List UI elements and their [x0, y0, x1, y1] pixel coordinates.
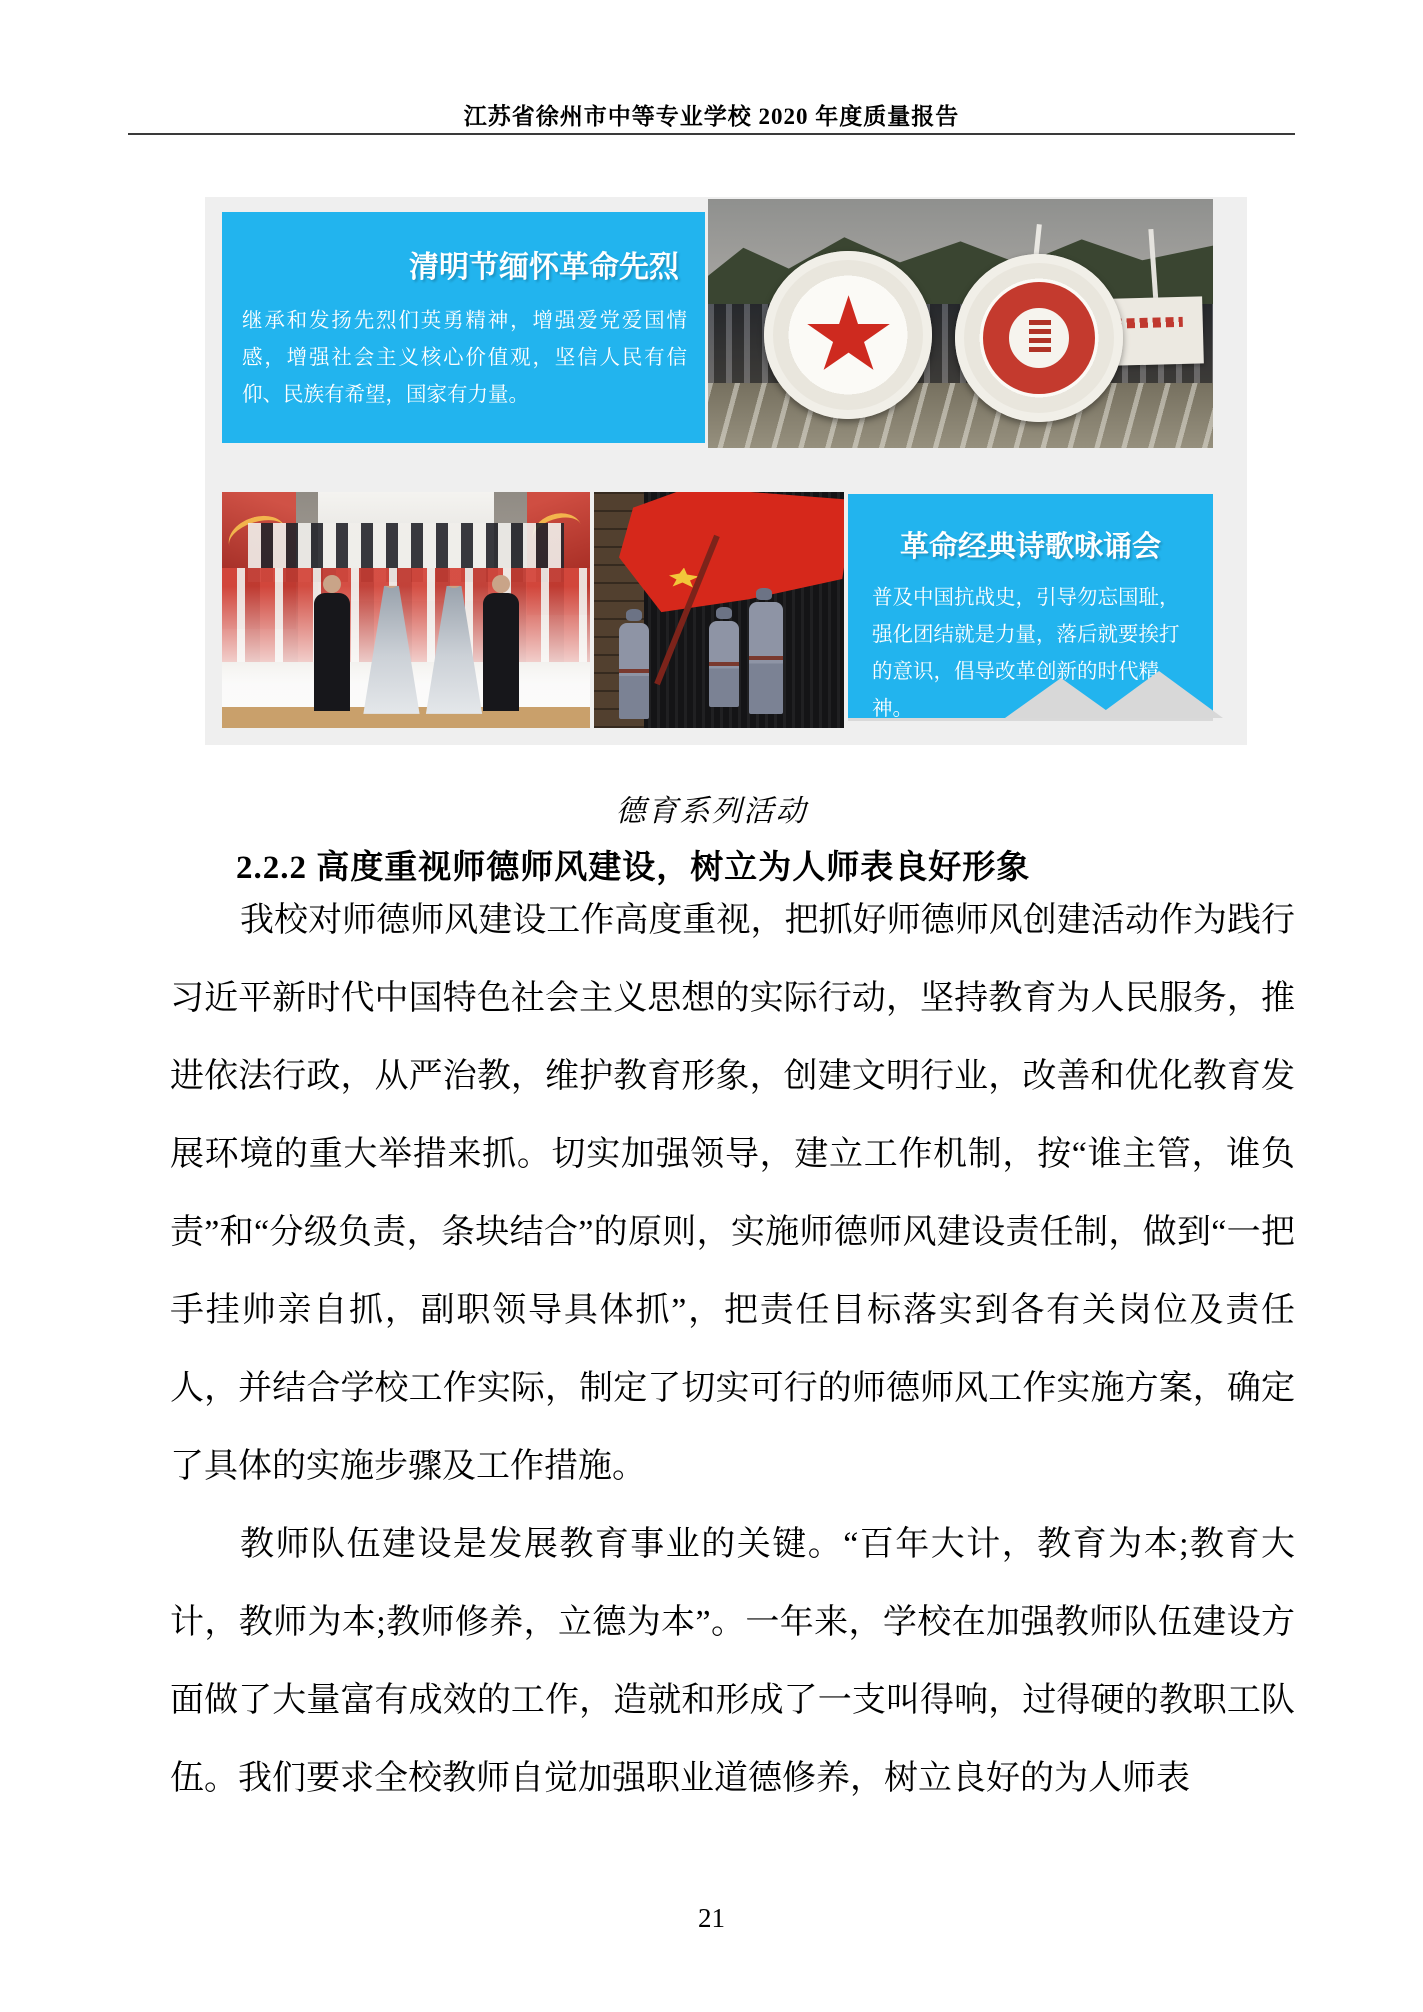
soldier-figure — [709, 621, 739, 707]
soldier-figure — [749, 602, 783, 714]
memorial-photo — [708, 199, 1213, 448]
paragraph-1: 我校对师德师风建设工作高度重视，把抓好师德师风创建活动作为践行习近平新时代中国特色社会主义思想的实际行动，坚持教育为人民服务，推进依法行政，从严治教，维护教育形象，创建文明行业，改善和优化教育发展环境的重大举措来抓。切实加强领导，建立工作机制，按“谁主管，谁负责”和“分级负责，条块结合”的原则，实施师德师风建设责任制，做到“一把手挂帅亲自抓，副职领导具体抓”，把责任目标落实到各有关岗位及责任人，并结合学校工作实际，制定了切实可行的师德师风工作实施方案，确定了具体的实施步骤及工作措施。 — [170, 902, 1295, 1485]
section-heading: 2.2.2 高度重视师德师风建设，树立为人师表良好形象 — [236, 850, 1031, 886]
figure-caption: 德育系列活动 — [615, 795, 808, 828]
red-star-icon — [806, 295, 892, 377]
panel-qingming — [222, 212, 705, 443]
header-rule — [128, 133, 1295, 135]
body-text — [170, 882, 1295, 1818]
choir-photo — [222, 492, 590, 728]
panel-poetry — [848, 494, 1213, 721]
header-title: 江苏省徐州市中等专业学校 2020 年度质量报告 — [463, 104, 960, 129]
panel-poetry-body: 普及中国抗战史，引导勿忘国耻，强化团结就是力量，落后就要挨打的意识，倡导改革创新的时代精神。 — [872, 586, 1180, 720]
panel-poetry-title: 革命经典诗歌咏诵会 — [899, 531, 1161, 563]
flag-performance-photo — [594, 492, 844, 728]
figure-collage — [205, 197, 1247, 745]
photo-ground — [708, 383, 1213, 448]
red-flag — [619, 492, 844, 615]
banner-text-decor — [1114, 317, 1183, 329]
paragraph-2: 教师队伍建设是发展教育事业的关键。“百年大计，教育为本;教育大计，教师为本;教师修养，立德为本”。一年来，学校在加强教师队伍建设方面做了大量富有成效的工作，造就和形成了一支叫得响，过得硬的教职工队伍。我们要求全校教师自觉加强职业道德修养，树立良好的为人师表 — [170, 1526, 1295, 1797]
singer-figure — [483, 593, 519, 711]
page-number: 21 — [698, 1903, 725, 1933]
mountain-decoration — [1095, 671, 1223, 718]
wreath-right — [955, 254, 1123, 422]
singer-figure — [314, 593, 350, 711]
panel-qingming-body: 继承和发扬先烈们英勇精神，增强爱党爱国情感，增强社会主义核心价值观，坚信人民有信仰、民族有希望，国家有力量。 — [242, 309, 687, 406]
soldier-figure — [619, 623, 649, 719]
wreath-center-mark — [1029, 320, 1051, 356]
panel-qingming-title: 清明节缅怀革命先烈 — [409, 251, 679, 284]
wreath-left — [764, 251, 932, 419]
